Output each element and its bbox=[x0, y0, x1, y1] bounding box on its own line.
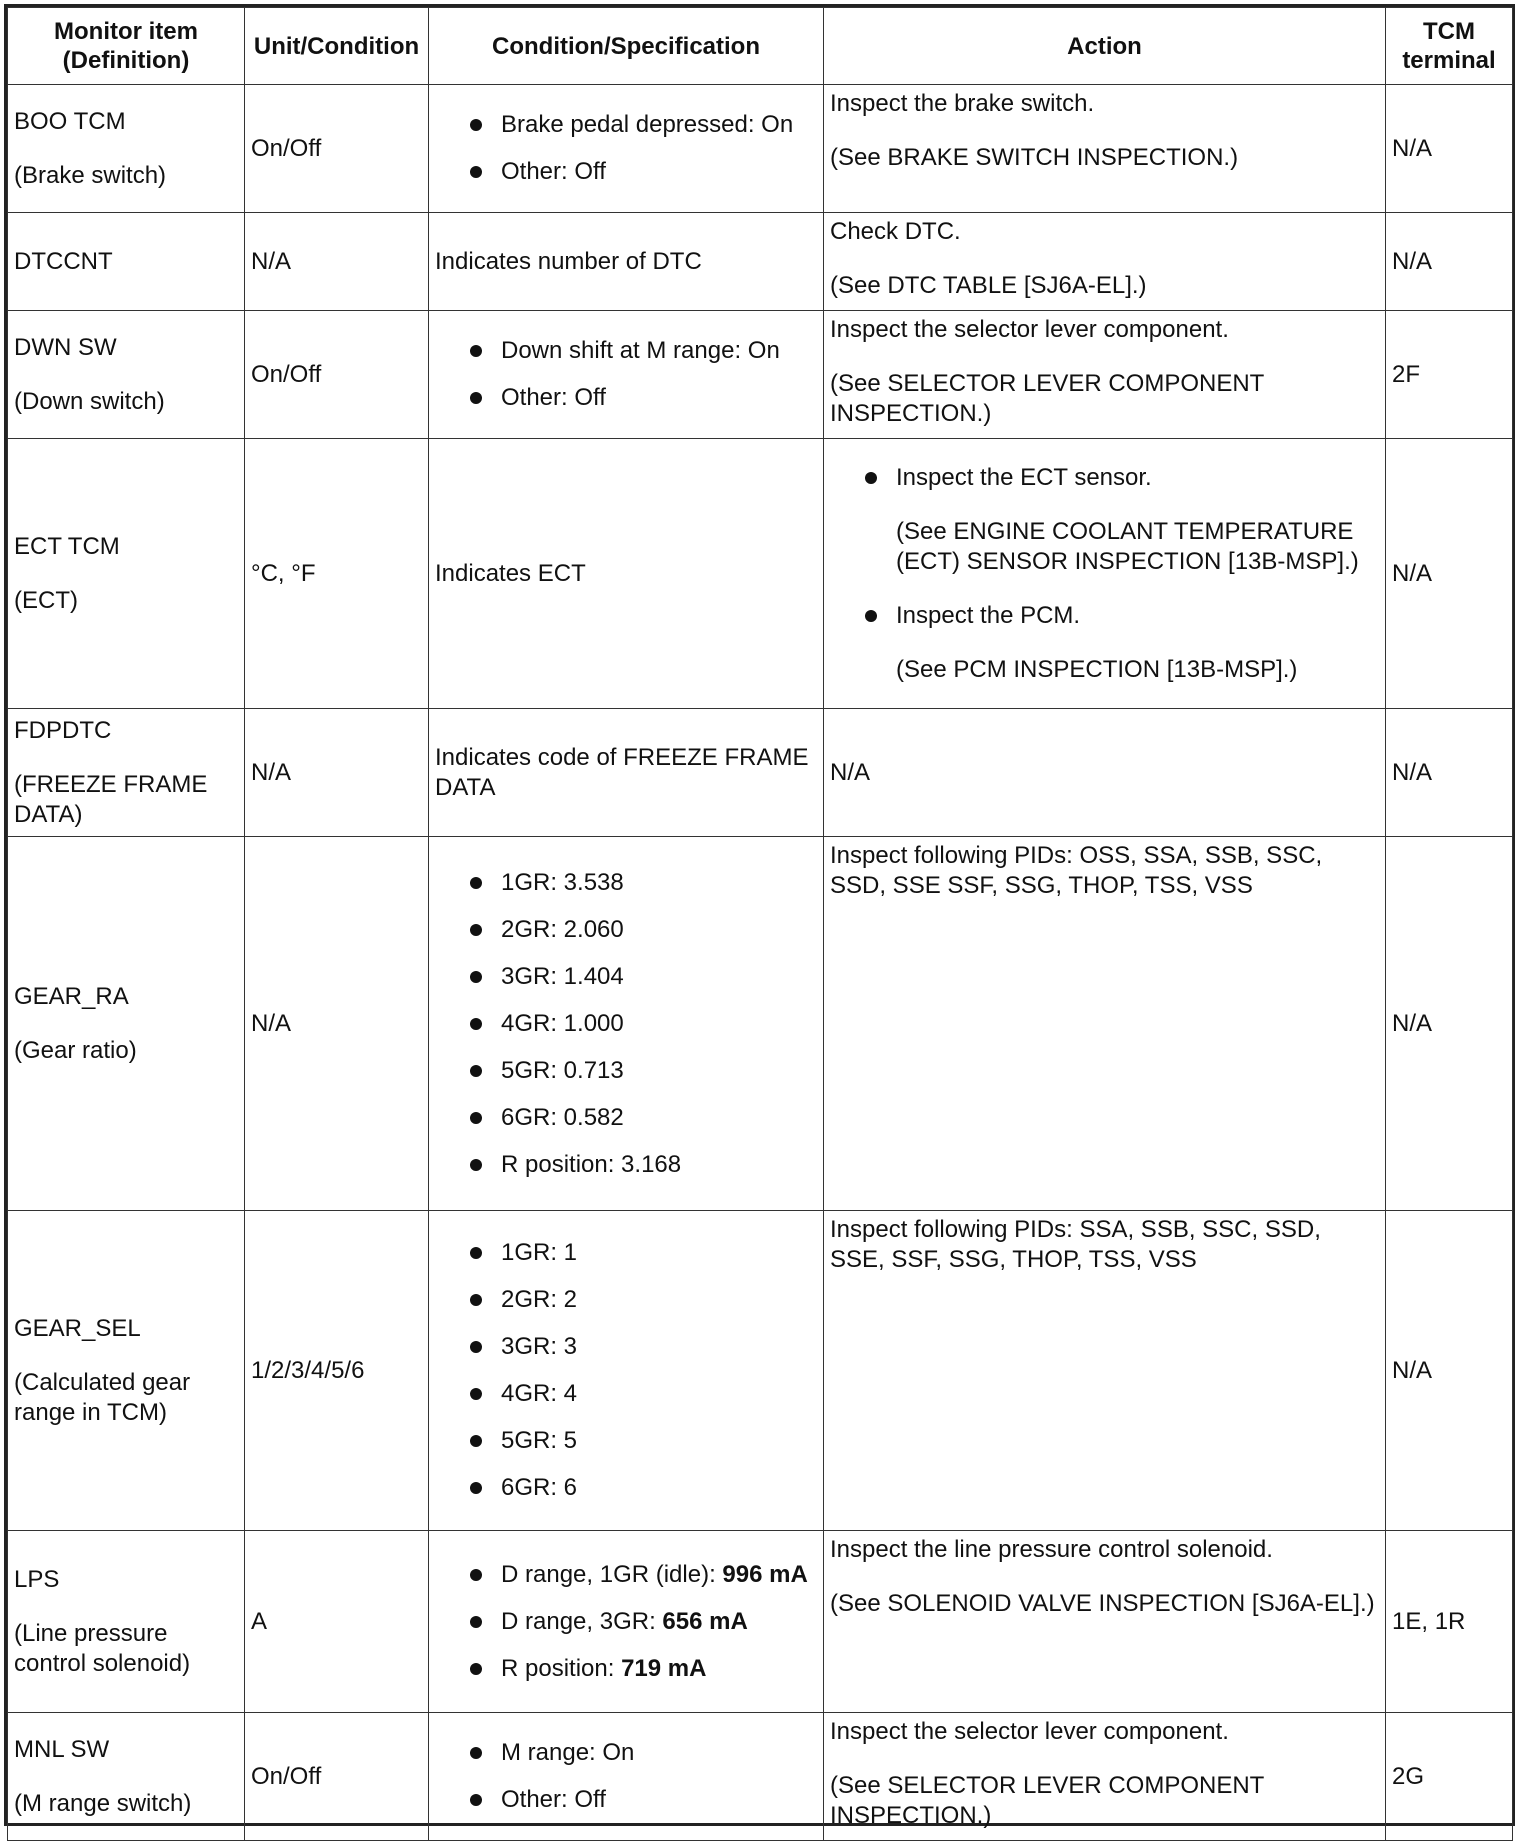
condition-list bbox=[435, 1560, 817, 1684]
monitor-item-name: LPS bbox=[14, 1565, 60, 1593]
monitor-item-name: DWN SW bbox=[14, 333, 117, 361]
table-row bbox=[8, 439, 1513, 709]
action-reference: (See DTC TABLE [SJ6A-EL].) bbox=[830, 272, 1147, 299]
tcm-terminal-cell: 2F bbox=[1386, 311, 1513, 439]
header-monitor-item: Monitor item (Definition) bbox=[8, 8, 245, 85]
table-row bbox=[8, 85, 1513, 213]
tcm-terminal-cell: N/A bbox=[1386, 709, 1513, 837]
tcm-terminal-cell: N/A bbox=[1386, 213, 1513, 311]
condition-label: D range, 3GR: bbox=[501, 1607, 663, 1635]
condition-item: 5GR: 5 bbox=[469, 1426, 817, 1456]
condition-list bbox=[435, 1238, 817, 1503]
unit-cell: On/Off bbox=[245, 1713, 429, 1841]
condition-item: 2GR: 2.060 bbox=[469, 915, 817, 945]
monitor-item-name: BOO TCM bbox=[14, 107, 126, 135]
monitor-item-table bbox=[7, 7, 1513, 1841]
header-condition-specification: Condition/Specification bbox=[429, 8, 824, 85]
action-text: Check DTC. bbox=[830, 218, 961, 245]
monitor-item-definition: (ECT) bbox=[14, 586, 78, 614]
condition-cell: Indicates number of DTC bbox=[429, 213, 824, 311]
header-unit-condition: Unit/Condition bbox=[245, 8, 429, 85]
monitor-item-name: MNL SW bbox=[14, 1735, 110, 1763]
monitor-item-definition: (Brake switch) bbox=[14, 161, 167, 189]
table-row bbox=[8, 709, 1513, 837]
action-reference: (See SOLENOID VALVE INSPECTION [SJ6A-EL].) bbox=[830, 1590, 1375, 1617]
tcm-terminal-cell: N/A bbox=[1386, 1211, 1513, 1531]
condition-item: 4GR: 1.000 bbox=[469, 1009, 817, 1039]
condition-item: Other: Off bbox=[469, 157, 817, 187]
condition-list bbox=[435, 868, 817, 1180]
monitor-item-definition: (M range switch) bbox=[14, 1789, 192, 1817]
condition-item bbox=[469, 1654, 817, 1684]
condition-cell bbox=[429, 1211, 824, 1531]
condition-label: R position: bbox=[501, 1654, 622, 1682]
action-cell bbox=[824, 1531, 1386, 1713]
action-cell bbox=[824, 85, 1386, 213]
condition-item bbox=[469, 1607, 817, 1637]
condition-item: R position: 3.168 bbox=[469, 1150, 817, 1180]
monitor-item-cell bbox=[8, 311, 245, 439]
monitor-item-cell bbox=[8, 439, 245, 709]
action-item bbox=[864, 601, 1379, 685]
action-item-reference: (See PCM INSPECTION [13B-MSP].) bbox=[896, 655, 1298, 683]
tcm-terminal-cell: N/A bbox=[1386, 85, 1513, 213]
unit-cell: N/A bbox=[245, 709, 429, 837]
condition-item: 3GR: 3 bbox=[469, 1332, 817, 1362]
condition-item bbox=[469, 1560, 817, 1590]
header-tcm-terminal: TCM terminal bbox=[1386, 8, 1513, 85]
condition-item: 2GR: 2 bbox=[469, 1285, 817, 1315]
condition-item: Down shift at M range: On bbox=[469, 336, 817, 366]
monitor-item-name: GEAR_SEL bbox=[14, 1314, 141, 1342]
action-cell: Inspect following PIDs: OSS, SSA, SSB, SSC, SSD, SSE SSF, SSG, THOP, TSS, VSS bbox=[824, 837, 1386, 1211]
condition-cell bbox=[429, 1713, 824, 1841]
tcm-terminal-cell: N/A bbox=[1386, 439, 1513, 709]
action-reference: (See SELECTOR LEVER COMPONENT INSPECTION.) bbox=[830, 370, 1264, 427]
monitor-item-definition: (Calculated gear range in TCM) bbox=[14, 1368, 191, 1426]
action-item-reference: (See ENGINE COOLANT TEMPERATURE (ECT) SENSOR INSPECTION [13B-MSP].) bbox=[896, 517, 1359, 575]
action-item bbox=[864, 463, 1379, 577]
monitor-item-name: DTCCNT bbox=[14, 247, 113, 275]
action-cell bbox=[824, 1713, 1386, 1841]
monitor-item-cell bbox=[8, 85, 245, 213]
condition-item: M range: On bbox=[469, 1738, 817, 1768]
action-cell bbox=[824, 213, 1386, 311]
action-text: Inspect the line pressure control solenoid. bbox=[830, 1536, 1273, 1563]
header-row bbox=[8, 8, 1513, 85]
monitor-item-cell bbox=[8, 1531, 245, 1713]
action-cell: N/A bbox=[824, 709, 1386, 837]
monitor-item-definition: (Down switch) bbox=[14, 387, 165, 415]
monitor-item-cell bbox=[8, 837, 245, 1211]
monitor-item-name: GEAR_RA bbox=[14, 982, 129, 1010]
condition-item: 6GR: 0.582 bbox=[469, 1103, 817, 1133]
monitor-item-cell bbox=[8, 213, 245, 311]
table-row bbox=[8, 837, 1513, 1211]
condition-cell bbox=[429, 311, 824, 439]
condition-list bbox=[435, 336, 817, 413]
condition-item: Brake pedal depressed: On bbox=[469, 110, 817, 140]
tcm-terminal-cell: 2G bbox=[1386, 1713, 1513, 1841]
condition-cell bbox=[429, 85, 824, 213]
condition-list bbox=[435, 1738, 817, 1815]
unit-cell: 1/2/3/4/5/6 bbox=[245, 1211, 429, 1531]
unit-cell: N/A bbox=[245, 213, 429, 311]
table-row bbox=[8, 1211, 1513, 1531]
condition-item: Other: Off bbox=[469, 383, 817, 413]
condition-cell: Indicates code of FREEZE FRAME DATA bbox=[429, 709, 824, 837]
unit-cell: On/Off bbox=[245, 85, 429, 213]
monitor-item-name: ECT TCM bbox=[14, 532, 120, 560]
unit-cell: On/Off bbox=[245, 311, 429, 439]
condition-item: 4GR: 4 bbox=[469, 1379, 817, 1409]
monitor-item-name: FDPDTC bbox=[14, 716, 112, 744]
action-text: Inspect the selector lever component. bbox=[830, 316, 1229, 343]
monitor-item-cell bbox=[8, 1713, 245, 1841]
action-cell bbox=[824, 439, 1386, 709]
monitor-item-definition: (Line pressure control solenoid) bbox=[14, 1619, 191, 1677]
action-reference: (See BRAKE SWITCH INSPECTION.) bbox=[830, 144, 1239, 171]
monitor-item-cell bbox=[8, 709, 245, 837]
condition-value: 719 mA bbox=[621, 1654, 707, 1682]
action-text: Inspect the brake switch. bbox=[830, 90, 1095, 117]
condition-item: 3GR: 1.404 bbox=[469, 962, 817, 992]
tcm-terminal-cell: 1E, 1R bbox=[1386, 1531, 1513, 1713]
action-cell bbox=[824, 311, 1386, 439]
condition-label: D range, 1GR (idle): bbox=[501, 1560, 723, 1588]
unit-cell: A bbox=[245, 1531, 429, 1713]
table-row bbox=[8, 1713, 1513, 1841]
table-row bbox=[8, 1531, 1513, 1713]
condition-item: 1GR: 1 bbox=[469, 1238, 817, 1268]
condition-item: Other: Off bbox=[469, 1785, 817, 1815]
condition-cell bbox=[429, 837, 824, 1211]
header-action: Action bbox=[824, 8, 1386, 85]
monitor-item-cell bbox=[8, 1211, 245, 1531]
condition-item: 5GR: 0.713 bbox=[469, 1056, 817, 1086]
table-row bbox=[8, 311, 1513, 439]
monitor-table-frame bbox=[4, 4, 1515, 1829]
unit-cell: N/A bbox=[245, 837, 429, 1211]
condition-cell bbox=[429, 1531, 824, 1713]
action-text: Inspect the selector lever component. bbox=[830, 1718, 1229, 1745]
condition-cell: Indicates ECT bbox=[429, 439, 824, 709]
condition-value: 656 mA bbox=[662, 1607, 748, 1635]
action-list bbox=[830, 463, 1379, 685]
action-item-text: Inspect the PCM. bbox=[896, 601, 1081, 629]
condition-list bbox=[435, 110, 817, 187]
condition-value: 996 mA bbox=[722, 1560, 808, 1588]
table-row bbox=[8, 213, 1513, 311]
condition-item: 1GR: 3.538 bbox=[469, 868, 817, 898]
action-item-text: Inspect the ECT sensor. bbox=[896, 463, 1152, 491]
condition-item: 6GR: 6 bbox=[469, 1473, 817, 1503]
unit-cell: °C, °F bbox=[245, 439, 429, 709]
action-cell: Inspect following PIDs: SSA, SSB, SSC, SSD, SSE, SSF, SSG, THOP, TSS, VSS bbox=[824, 1211, 1386, 1531]
monitor-item-definition: (FREEZE FRAME DATA) bbox=[14, 770, 208, 828]
action-reference: (See SELECTOR LEVER COMPONENT INSPECTION.) bbox=[830, 1772, 1264, 1829]
monitor-item-definition: (Gear ratio) bbox=[14, 1036, 137, 1064]
tcm-terminal-cell: N/A bbox=[1386, 837, 1513, 1211]
